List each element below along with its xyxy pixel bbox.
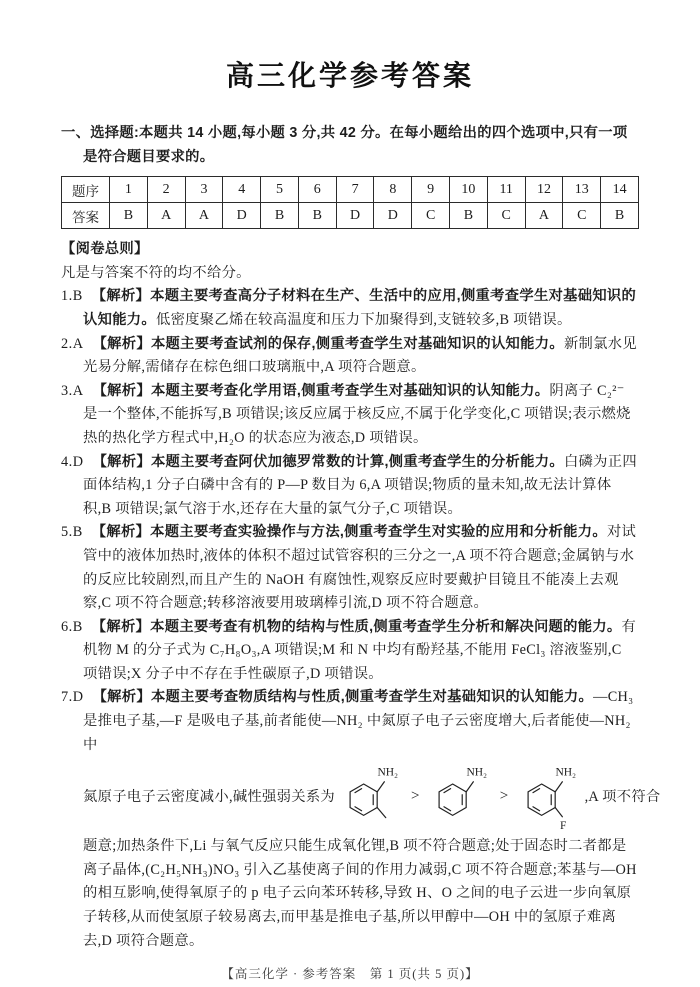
answer-cell: A (185, 203, 223, 229)
item-analysis-bold: 【解析】本题主要考查化学用语,侧重考查学生对基础知识的认知能力。 (92, 382, 550, 399)
item-analysis-text: 阴离子 C₂²⁻ 是一个整体,不能拆写,B 项错误;该反应属于核反应,不属于化学变化,C 项错误;表示燃烧热的热化学方程式中,H₂O 的状态应为液态,D 项错误。 (83, 382, 631, 446)
item-analysis-text: 对试管中的液体加热时,液体的体积不超过试管容积的三分之一,A 项不符合题意;金属钠与水的反应比较剧烈,而且产生的 NaOH 有腐蚀性,观察反应时要戴护目镜且不能凑上去观察,C 项不符合题意;转移溶液要用玻璃棒引流,D 项不符合题意。 (83, 524, 637, 612)
question-number-cell: 13 (563, 177, 601, 203)
question-number-cell: 11 (487, 177, 525, 203)
answer-row-header: 答案 (62, 203, 110, 229)
section-heading: 一、选择题:本题共 14 小题,每小题 3 分,共 42 分。在每小题给出的四个选项中,只有一项是符合题目要求的。 (61, 125, 628, 165)
explanation-item-2 (61, 333, 639, 380)
item-analysis-text: —CH₃ 是推电子基,—F 是吸电子基,前者能使—NH₂ 中氮原子电子云密度增大,后者能使—NH₂ 中 (83, 689, 634, 753)
item-analysis-text: 白磷为正四面体结构,1 分子白磷中含有的 P—P 数目为 6,A 项错误;物质的量未知,故无法计算体积,B 项错误;氯气溶于水,还存在大量的氯气分子,C 项错误。 (83, 453, 637, 517)
answer-cell: C (412, 203, 450, 229)
amino-group-label: NH₂ (466, 766, 487, 779)
question-row-header: 题序 (62, 177, 110, 203)
item-analysis-text: 新制氯水见光易分解,需储存在棕色细口玻璃瓶中,A 项符合题意。 (83, 335, 637, 376)
question-number-cell: 10 (450, 177, 488, 203)
item-analysis-bold: 【解析】本题主要考查阿伏加德罗常数的计算,侧重考查学生的分析能力。 (92, 453, 564, 470)
answer-cell: B (298, 203, 336, 229)
question-number-cell: 7 (336, 177, 374, 203)
item-number: 5.B (61, 524, 83, 541)
question-number-cell: 9 (412, 177, 450, 203)
item-number: 3.A (61, 382, 84, 399)
answer-cell: C (487, 203, 525, 229)
o-fluoroaniline-structure (514, 759, 584, 833)
amino-group-label: NH₂ (377, 766, 399, 779)
answer-cell: D (336, 203, 374, 229)
question-number-cell: 12 (525, 177, 563, 203)
explanation-item-5 (61, 521, 639, 615)
comparison-prefix-text: 氮原子电子云密度减小,碱性强弱关系为 (83, 789, 336, 806)
answer-row (62, 203, 639, 229)
question-number-cell: 14 (601, 177, 639, 203)
answer-cell: B (601, 203, 639, 229)
explanation-item-7 (61, 686, 661, 953)
grading-rules-heading: 【阅卷总则】 (61, 241, 149, 258)
answer-cell: A (525, 203, 563, 229)
aniline-structure (425, 759, 495, 833)
question-number-cell: 4 (223, 177, 261, 203)
item-number: 1.B (61, 288, 83, 305)
greater-than-symbol: > (411, 787, 420, 804)
question-number-cell: 6 (298, 177, 336, 203)
fluoro-group-label: F (559, 820, 567, 833)
page-title: 高三化学参考答案 (225, 60, 474, 91)
item-number: 6.B (61, 618, 83, 635)
item-analysis-bold: 【解析】本题主要考查实验操作与方法,侧重考查学生对实验的应用和分析能力。 (91, 524, 607, 541)
answer-cell: C (563, 203, 601, 229)
explanation-item-3 (61, 380, 639, 451)
item-analysis-bold: 【解析】本题主要考查有机物的结构与性质,侧重考查学生分析和解决问题的能力。 (91, 618, 622, 635)
explanation-item-1 (61, 285, 639, 332)
grading-rules-text: 凡是与答案不符的均不给分。 (61, 264, 251, 281)
item-analysis-bold: 【解析】本题主要考查高分子材料在生产、生活中的应用,侧重考查学生对基础知识的认知能力。 (83, 288, 637, 328)
answer-cell: B (110, 203, 148, 229)
item-number: 2.A (61, 335, 84, 352)
item-number: 7.D (61, 689, 84, 706)
explanation-item-6 (61, 616, 639, 687)
question-number-cell: 8 (374, 177, 412, 203)
item-analysis-text: 低密度聚乙烯在较高温度和压力下加聚得到,支链较多,B 项错误。 (155, 311, 572, 328)
question-number-cell: 1 (110, 177, 148, 203)
amino-group-label: NH₂ (555, 766, 576, 779)
basicity-comparison-row (61, 759, 661, 833)
comparison-tail-text: ,A 项不符合 (584, 789, 661, 806)
o-methylaniline-structure (336, 759, 406, 833)
item-number: 4.D (61, 453, 84, 470)
question-number-cell: 2 (147, 177, 185, 203)
answer-cell: D (223, 203, 261, 229)
answer-cell: A (147, 203, 185, 229)
answer-cell: B (450, 203, 488, 229)
greater-than-symbol: > (499, 787, 509, 804)
question-number-cell: 5 (261, 177, 299, 203)
item-analysis-bold: 【解析】本题主要考查物质结构与性质,侧重考查学生对基础知识的认知能力。 (92, 689, 594, 706)
explanation-item-4 (61, 451, 639, 522)
question-number-row (62, 177, 639, 203)
answer-cell: B (261, 203, 299, 229)
question-number-cell: 3 (185, 177, 223, 203)
page-footer: 【高三化学 · 参考答案 第 1 页(共 5 页)】 (221, 967, 479, 982)
answer-table (61, 176, 639, 229)
item-analysis-text: 有机物 M 的分子式为 C₇H₈O₃,A 项错误;M 和 N 中均有酚羟基,不能用 FeCl₃ 溶液鉴别,C 项错误;X 分子中不存在手性碳原子,D 项错误。 (83, 618, 637, 682)
item-analysis-bold: 【解析】本题主要考查试剂的保存,侧重考查学生对基础知识的认知能力。 (92, 335, 564, 352)
item-analysis-continuation: 题意;加热条件下,Li 与氧气反应只能生成氧化锂,B 项不符合题意;处于固态时二者都是离子晶体,(C₂H₅NH₃)NO₃ 引入乙基使离子间的作用力减弱,C 项不符合题意;苯基与—OH 的相互影响,使得氧原子的 p 电子云向苯环转移,导致 H、O 之间的电子云进一步向氧原子转移,从而使氢原子较易离去,而甲基是推电子基,所以甲醇中—OH 中的氢原子难离去,D 项符合题意。 (83, 838, 637, 949)
answer-cell: D (374, 203, 412, 229)
